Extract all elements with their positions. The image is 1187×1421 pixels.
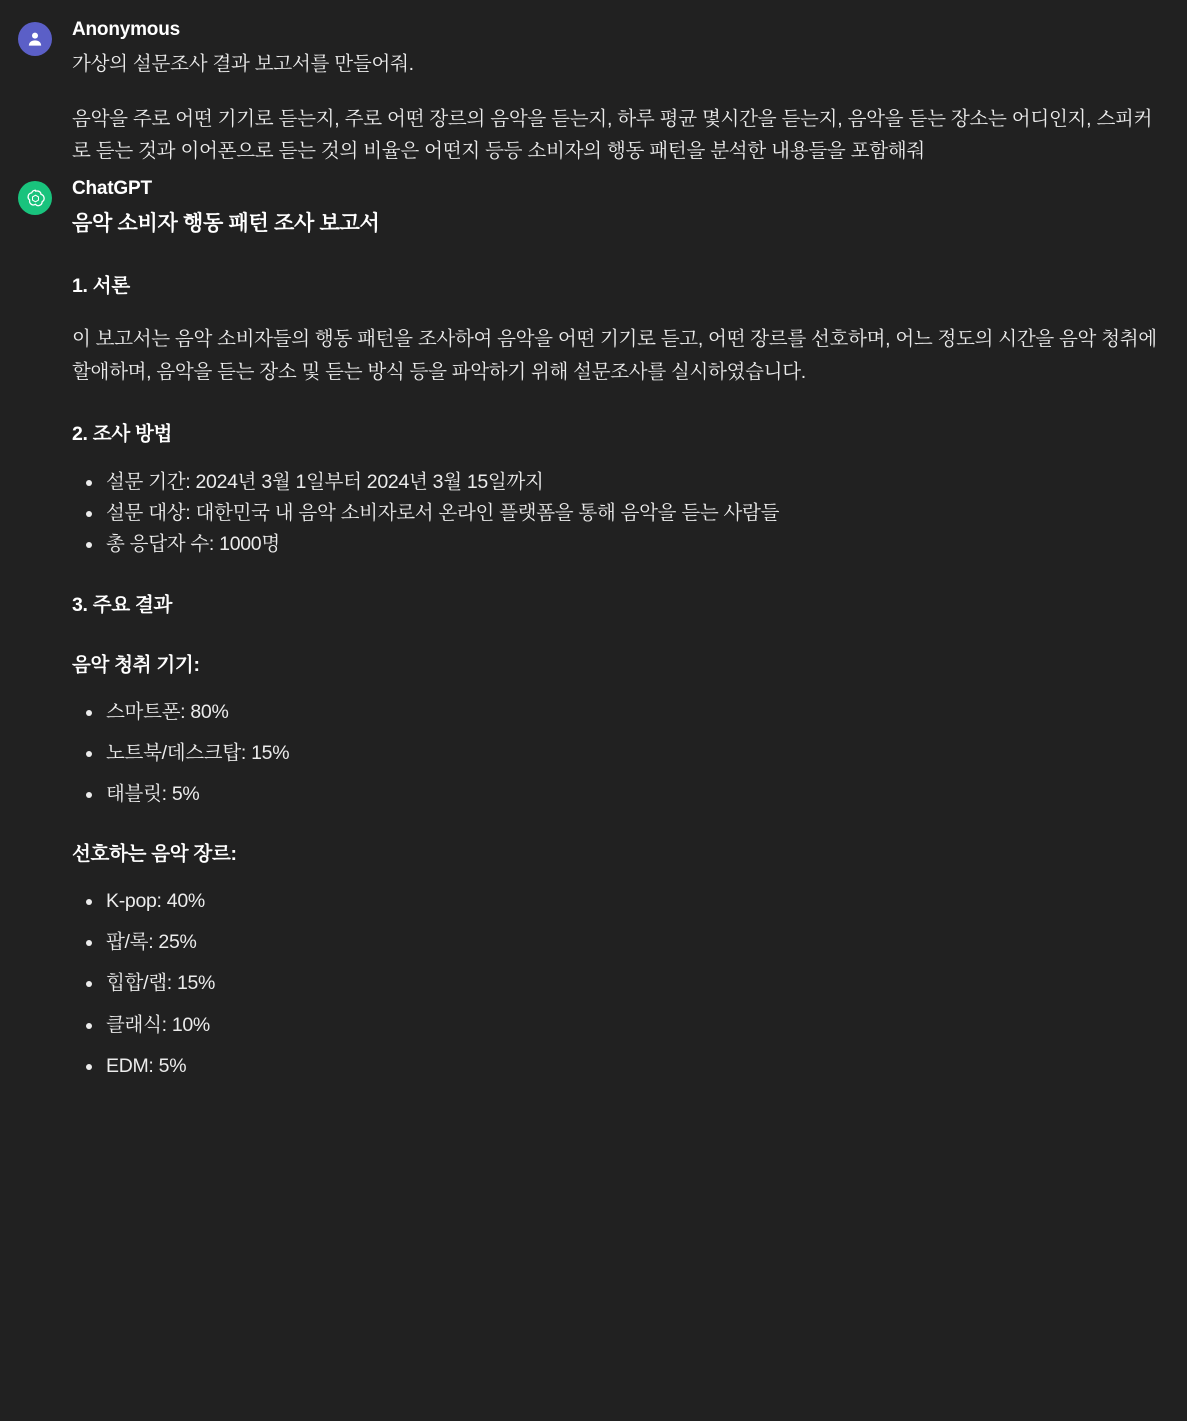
list-item: EDM: 5%: [106, 1052, 1159, 1081]
message-assistant: [18, 177, 1159, 1093]
list-item: 클래식: 10%: [106, 1011, 1159, 1040]
list-item: 총 응답자 수: 1000명: [106, 530, 1159, 559]
message-user: [18, 18, 1159, 169]
section-heading-results: 3. 주요 결과: [72, 594, 173, 617]
report-title: 음악 소비자 행동 패턴 조사 보고서: [72, 212, 380, 236]
user-avatar-icon: [18, 22, 52, 56]
list-item: 태블릿: 5%: [106, 780, 1159, 809]
list-item: 스마트폰: 80%: [106, 698, 1159, 727]
assistant-message-body: [72, 177, 1159, 1093]
list-item: 팝/록: 25%: [106, 928, 1159, 957]
list-item: 설문 기간: 2024년 3월 1일부터 2024년 3월 15일까지: [106, 468, 1159, 497]
user-message-body: [72, 18, 1159, 169]
subsection-heading-genres: 선호하는 음악 장르:: [72, 842, 237, 865]
section-heading-intro: 1. 서론: [72, 274, 130, 297]
list-item: 힙합/랩: 15%: [106, 969, 1159, 998]
message-author-name: Anonymous: [72, 19, 180, 40]
subsection-heading-devices: 음악 청취 기기:: [72, 653, 200, 676]
chatgpt-logo-icon: [18, 181, 52, 215]
list-item: K-pop: 40%: [106, 887, 1159, 916]
device-bullet-list: [72, 698, 1159, 810]
list-item: 노트북/데스크탑: 15%: [106, 739, 1159, 768]
method-bullet-list: [72, 468, 1159, 560]
user-paragraph-1: 가상의 설문조사 결과 보고서를 만들어줘.: [72, 52, 414, 75]
user-paragraph-2: 음악을 주로 어떤 기기로 듣는지, 주로 어떤 장르의 음악을 듣는지, 하루 평균 몇시간을 듣는지, 음악을 듣는 장소는 어디인지, 스피커로 듣는 것과 이어폰으로 듣는 것의 비율은 어떤지 등등 소비자의 행동 패턴을 분석한 내용들을 포함해줘: [72, 108, 1153, 162]
genre-bullet-list: [72, 887, 1159, 1081]
paragraph-spacer: [72, 82, 1159, 104]
message-author-name: ChatGPT: [72, 178, 152, 200]
list-item: 설문 대상: 대한민국 내 음악 소비자로서 온라인 플랫폼을 통해 음악을 듣는 사람들: [106, 499, 1159, 528]
section-heading-method: 2. 조사 방법: [72, 423, 173, 446]
section-intro-paragraph: 이 보고서는 음악 소비자들의 행동 패턴을 조사하여 음악을 어떤 기기로 듣고, 어떤 장르를 선호하며, 어느 정도의 시간을 음악 청취에 할애하며, 음악을 듣는 장소 및 듣는 방식 등을 파악하기 위해 설문조사를 실시하였습니다.: [72, 327, 1157, 383]
